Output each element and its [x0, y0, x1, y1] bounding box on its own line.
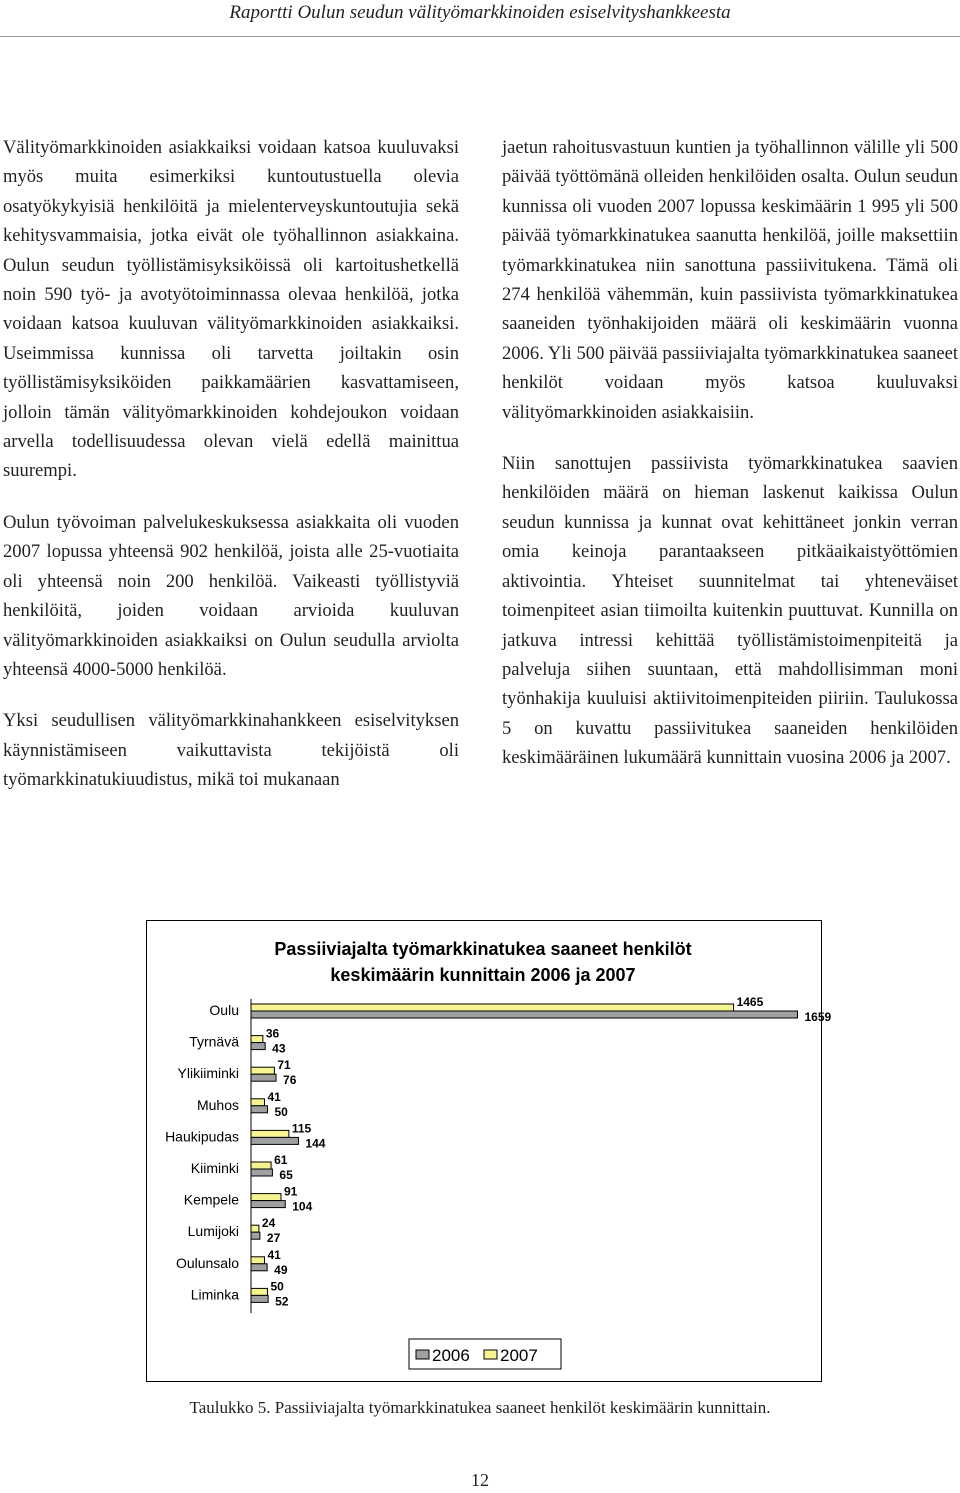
data-label-2007: 49 — [274, 1262, 288, 1277]
category-label: Kiiminki — [190, 1160, 239, 1176]
bar-2006 — [251, 1067, 274, 1074]
chart-title: Passiiviajalta työmarkkinatukea saaneet henkilöt — [274, 939, 692, 959]
bar-2007 — [251, 1169, 272, 1176]
data-label-2007: 43 — [272, 1041, 286, 1056]
bar-2006 — [251, 1099, 265, 1106]
bar-chart — [146, 920, 832, 1382]
data-label-2006: 115 — [291, 1121, 312, 1136]
bar-chart-canvas — [147, 921, 832, 1381]
bar-2006 — [251, 1194, 281, 1201]
data-label-2006: 61 — [274, 1153, 288, 1167]
header-divider — [0, 36, 960, 37]
bar-2006 — [251, 1288, 267, 1295]
category-label: Tyrnävä — [189, 1033, 239, 1050]
category-label: Lumijoki — [187, 1223, 239, 1240]
bar-2007 — [251, 1232, 260, 1239]
data-label-2007: 1659 — [804, 1010, 832, 1024]
data-label-2007: 50 — [274, 1104, 288, 1119]
paragraph: Välityömarkkinoiden asiakkaiksi voidaan katsoa kuuluvaksi myös muita esimerkiksi kuntoutustuella olevia osatyökykyisiä henkilöitä ja mielenterveyskuntoutujia sekä kehitysvammaisia, jotka eivät ole työhallinnon asiakkaina. Oulun seudun työllistämisyksiköissä oli kartoitushetkellä noin 590 työ- ja avotyötoiminnassa olevaa henkilöä, jotka voidaan katsoa kuuluvan välityömarkkinoiden asiakkaiksi. Useimmissa kunnissa oli tarvetta joiltakin osin työllistämisyksiköiden paikkamäärien kasvattamiseen, jolloin tämän välityömarkkinoiden kohdejoukon voidaan arvella todellisuudessa olevan vielä edellä mainittua suurempi. — [3, 137, 459, 482]
legend — [409, 1339, 561, 1369]
data-label-2007: 27 — [266, 1231, 281, 1246]
category-label: Liminka — [190, 1286, 239, 1303]
data-label-2006: 41 — [267, 1247, 281, 1262]
legend-label-2007: 2007 — [500, 1346, 538, 1365]
data-label-2006: 24 — [261, 1216, 276, 1231]
legend-swatch-2006 — [416, 1350, 429, 1359]
paragraph: jaetun rahoitusvastuun kuntien ja työhallinnon välille yli 500 päivää työttömänä olleiden henkilöiden osalta. Oulun seudun kunnissa oli vuoden 2007 lopussa keskimäärin 1 995 yli 500 päivää työmarkkinatukea saanutta henkilöä, joille maksettiin työmarkkinatukea niin sanottuna passiivitukena. Tämä oli 274 henkilöä vähemmän, kuin passiivista työmarkkinatukea saaneiden työnhakijoiden määrä oli keskimäärin vuonna 2006. Yli 500 päivää passiiviajalta työmarkkinatukea saaneet henkilöt voidaan myös katsoa kuuluvaksi välityömarkkinoiden asiakkaisiin. — [502, 137, 958, 423]
bar-2007 — [251, 1137, 298, 1144]
data-label-2006: 50 — [270, 1279, 284, 1294]
bar-2007 — [251, 1201, 285, 1208]
bar-2006 — [251, 1036, 263, 1043]
bar-2006 — [251, 1004, 734, 1011]
bar-2007 — [251, 1295, 268, 1302]
paragraph: Oulun työvoiman palvelukeskuksessa asiakkaita oli vuoden 2007 lopussa yhteensä 902 henkilöä, joista alle 25-vuotiaita oli yhteensä noin 200 henkilöä. Vaikeasti työllistyviä henkilöitä, joiden voidaan arvioida kuuluvan välityömarkkinoiden asiakkaiksi on Oulun seudulla arviolta yhteensä 4000-5000 henkilöä. — [3, 511, 459, 680]
bar-2007 — [251, 1106, 267, 1113]
category-label: Kempele — [183, 1191, 239, 1208]
data-label-2006: 41 — [267, 1089, 281, 1104]
left-text-column — [3, 133, 459, 795]
data-label-2007: 65 — [279, 1168, 293, 1182]
data-label-2007: 104 — [292, 1199, 313, 1214]
bar-2006 — [251, 1225, 259, 1232]
right-text-column — [502, 133, 958, 795]
bar-2007 — [251, 1264, 267, 1271]
running-header: Raportti Oulun seudun välityömarkkinoiden esiselvityshankkeesta — [229, 2, 731, 23]
page-number: 12 — [471, 1470, 489, 1490]
category-label: Muhos — [196, 1096, 239, 1113]
category-label: Haukipudas — [165, 1128, 239, 1145]
legend-swatch-2007 — [484, 1350, 497, 1359]
bar-group — [165, 995, 831, 1308]
bar-2006 — [251, 1162, 271, 1169]
category-label: Oulunsalo — [175, 1254, 239, 1271]
data-label-2007: 76 — [283, 1073, 297, 1088]
bar-2007 — [251, 1011, 797, 1018]
data-label-2006: 36 — [265, 1026, 280, 1041]
bar-2006 — [251, 1130, 289, 1137]
bar-2007 — [251, 1074, 276, 1081]
paragraph: Niin sanottujen passiivista työmarkkinatukea saavien henkilöiden määrä on hieman laskenut kaikissa Oulun seudun kunnissa ja kunnat ovat kehittäneet jonkin verran omia keinoja parantaakseen pitkäaikaistyöttömien aktivointia. Yhteiset suunnitelmat tai yhteneväiset toimenpiteet asian tiimoilta kuitenkin puuttuvat. Kunnilla on jatkuva intressi kehittää työllistämistoimenpiteitä ja palveluja siihen suuntaan, että mahdollisimman moni työnhakija kuuluisi aktiivitoimenpiteiden piiriin. Taulukossa 5 on kuvattu passiivitukea saaneiden henkilöiden keskimääräinen lukumäärä kunnittain vuosina 2006 ja 2007. — [502, 453, 958, 769]
legend-label-2006: 2006 — [432, 1346, 470, 1365]
data-label-2006: 91 — [283, 1184, 298, 1199]
data-label-2006: 1465 — [736, 995, 764, 1009]
category-label: Oulu — [209, 1002, 239, 1018]
data-label-2007: 144 — [305, 1136, 326, 1151]
paragraph: Yksi seudullisen välityömarkkinahankkeen esiselvityksen käynnistämiseen vaikuttavista tekijöistä oli työmarkkinatukiuudistus, mikä toi mukanaan — [3, 710, 459, 791]
chart-subtitle: keskimäärin kunnittain 2006 ja 2007 — [330, 965, 636, 985]
data-label-2007: 52 — [275, 1294, 289, 1309]
category-label: Ylikiiminki — [177, 1065, 239, 1082]
data-label-2006: 71 — [277, 1058, 291, 1073]
bar-2007 — [251, 1043, 265, 1050]
table-caption: Taulukko 5. Passiiviajalta työmarkkinatukea saaneet henkilöt keskimäärin kunnittain. — [189, 1398, 771, 1417]
bar-2006 — [251, 1257, 265, 1264]
